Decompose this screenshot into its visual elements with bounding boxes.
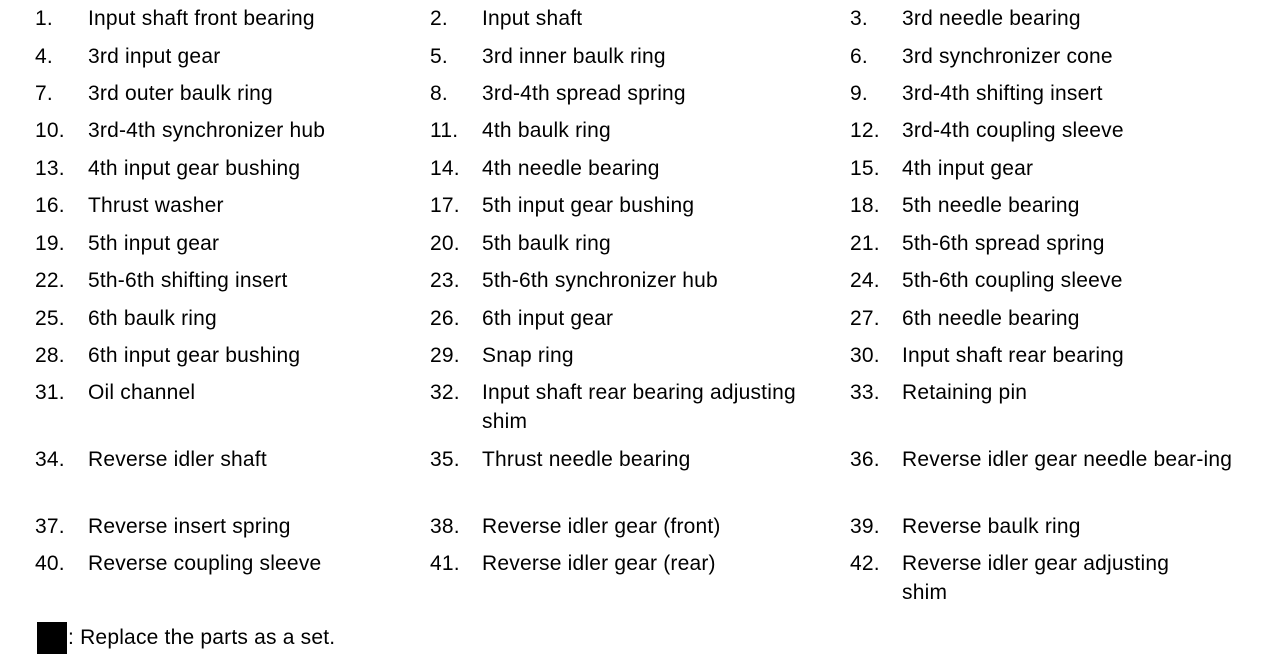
- part-name: Input shaft front bearing: [88, 7, 315, 30]
- part-name: Input shaft rear bearing adjusting shim: [482, 381, 796, 433]
- part-name: 3rd-4th coupling sleeve: [902, 119, 1124, 142]
- part-name: 6th input gear bushing: [88, 344, 301, 367]
- part-name: 5th needle bearing: [902, 194, 1080, 217]
- part-number: 22.: [35, 269, 65, 292]
- part-name: Oil channel: [88, 381, 196, 404]
- part-name: 4th baulk ring: [482, 119, 611, 142]
- part-number: 41.: [430, 552, 460, 575]
- part-number: 37.: [35, 515, 65, 538]
- part-number: 33.: [850, 381, 880, 404]
- part-name: 3rd-4th shifting insert: [902, 82, 1103, 105]
- legend-row: [0, 549, 1264, 604]
- part-name: 5th input gear bushing: [482, 194, 695, 217]
- legend-row: [0, 116, 1264, 146]
- part-number: 26.: [430, 307, 460, 330]
- legend-row: [0, 42, 1264, 72]
- part-number: 15.: [850, 157, 880, 180]
- part-number: 10.: [35, 119, 65, 142]
- black-square-icon: [37, 622, 67, 654]
- legend-row: [0, 79, 1264, 109]
- part-name: 3rd input gear: [88, 45, 221, 68]
- part-name: 5th input gear: [88, 232, 220, 255]
- part-name: 6th needle bearing: [902, 307, 1080, 330]
- note-text: : Replace the parts as a set.: [68, 626, 336, 649]
- part-number: 16.: [35, 194, 65, 217]
- part-name: Input shaft rear bearing: [902, 344, 1124, 367]
- part-name: 5th-6th shifting insert: [88, 269, 288, 292]
- part-name: Reverse baulk ring: [902, 515, 1081, 538]
- part-number: 19.: [35, 232, 65, 255]
- part-number: 39.: [850, 515, 880, 538]
- part-number: 8.: [430, 82, 448, 105]
- part-number: 25.: [35, 307, 65, 330]
- part-number: 28.: [35, 344, 65, 367]
- part-number: 24.: [850, 269, 880, 292]
- legend-row: [0, 229, 1264, 259]
- part-number: 13.: [35, 157, 65, 180]
- part-name: 4th input gear: [902, 157, 1034, 180]
- legend-row: [0, 4, 1264, 34]
- legend-row: [0, 191, 1264, 221]
- part-number: 12.: [850, 119, 880, 142]
- part-name: Reverse idler shaft: [88, 448, 267, 471]
- part-number: 18.: [850, 194, 880, 217]
- part-number: 20.: [430, 232, 460, 255]
- part-number: 31.: [35, 381, 65, 404]
- part-number: 9.: [850, 82, 868, 105]
- part-number: 4.: [35, 45, 53, 68]
- legend-row: [0, 378, 1264, 433]
- part-number: 17.: [430, 194, 460, 217]
- part-number: 1.: [35, 7, 53, 30]
- part-name: Input shaft: [482, 7, 583, 30]
- part-name: 5th-6th synchronizer hub: [482, 269, 718, 292]
- part-number: 7.: [35, 82, 53, 105]
- part-name: 3rd-4th spread spring: [482, 82, 686, 105]
- part-name: Reverse idler gear (front): [482, 515, 721, 538]
- legend-row: [0, 266, 1264, 296]
- part-number: 21.: [850, 232, 880, 255]
- part-number: 29.: [430, 344, 460, 367]
- part-name: 3rd outer baulk ring: [88, 82, 273, 105]
- part-name: 4th input gear bushing: [88, 157, 301, 180]
- part-number: 30.: [850, 344, 880, 367]
- part-name: 6th baulk ring: [88, 307, 217, 330]
- part-number: 14.: [430, 157, 460, 180]
- part-name: Reverse idler gear (rear): [482, 552, 716, 575]
- part-name: 3rd inner baulk ring: [482, 45, 666, 68]
- part-name: Reverse insert spring: [88, 515, 291, 538]
- part-number: 3.: [850, 7, 868, 30]
- part-name: Snap ring: [482, 344, 574, 367]
- part-number: 27.: [850, 307, 880, 330]
- part-number: 40.: [35, 552, 65, 575]
- part-name: 5th-6th spread spring: [902, 232, 1105, 255]
- part-number: 42.: [850, 552, 880, 575]
- part-name: 5th-6th coupling sleeve: [902, 269, 1123, 292]
- legend-row: [0, 154, 1264, 184]
- part-name: Reverse idler gear needle bear-ing: [902, 448, 1233, 471]
- set-replacement-note: [37, 622, 335, 654]
- part-name: 6th input gear: [482, 307, 614, 330]
- legend-row: [0, 445, 1264, 475]
- part-number: 36.: [850, 448, 880, 471]
- part-name: 3rd-4th synchronizer hub: [88, 119, 326, 142]
- part-name: Thrust washer: [88, 194, 224, 217]
- legend-row: [0, 512, 1264, 542]
- part-number: 6.: [850, 45, 868, 68]
- part-number: 34.: [35, 448, 65, 471]
- part-name: Reverse coupling sleeve: [88, 552, 322, 575]
- legend-row: [0, 304, 1264, 334]
- part-number: 11.: [430, 119, 459, 142]
- part-number: 38.: [430, 515, 460, 538]
- part-number: 23.: [430, 269, 460, 292]
- part-name: 3rd needle bearing: [902, 7, 1081, 30]
- part-name: Thrust needle bearing: [482, 448, 691, 471]
- part-number: 5.: [430, 45, 448, 68]
- part-name: 3rd synchronizer cone: [902, 45, 1113, 68]
- part-name: 4th needle bearing: [482, 157, 660, 180]
- part-name: Retaining pin: [902, 381, 1028, 404]
- part-number: 2.: [430, 7, 448, 30]
- part-name: 5th baulk ring: [482, 232, 611, 255]
- part-name: Reverse idler gear adjusting shim: [902, 552, 1170, 604]
- part-number: 32.: [430, 381, 460, 404]
- legend-row: [0, 341, 1264, 371]
- part-number: 35.: [430, 448, 460, 471]
